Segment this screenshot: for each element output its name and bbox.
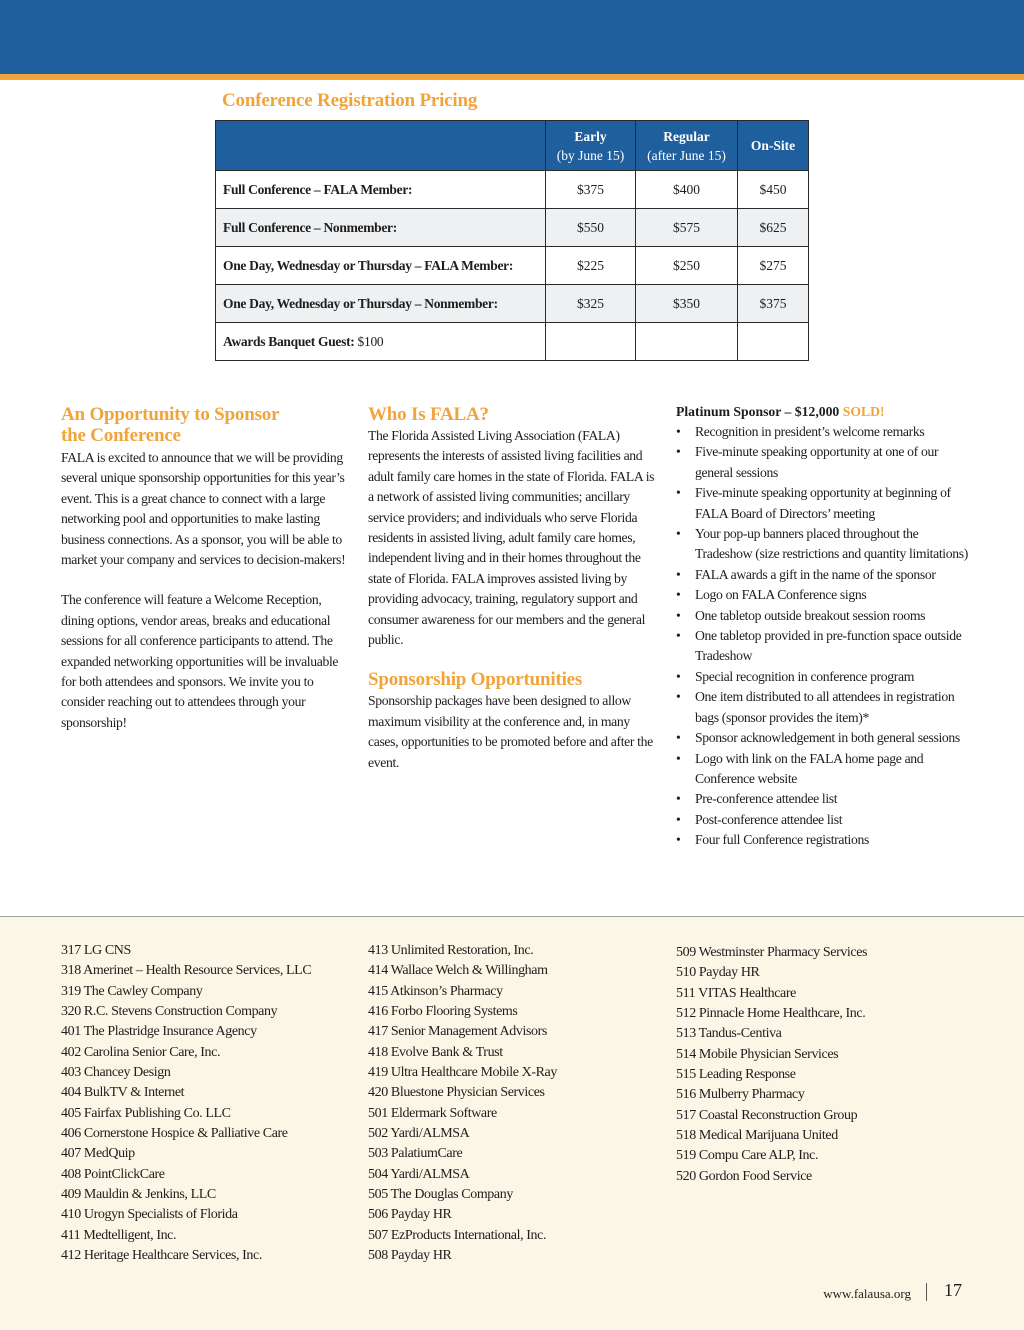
list-item: 504 Yardi/ALMSA: [368, 1166, 470, 1182]
list-item: 412 Heritage Healthcare Services, Inc.: [61, 1248, 262, 1264]
pricing-table: [215, 120, 809, 361]
header-early-sub: (by June 15): [556, 147, 625, 163]
price-regular: $575: [636, 209, 738, 247]
who-paragraph: The Florida Assisted Living Association (FALA) represents the interests of assisted living facilities and adult family care homes in the state of Florida. FALA is a network of assisted living communities; ancillary service providers; and individuals who serve Florida residents in assisted living, adult family care homes, independent living and in their homes throughout the state of Florida. FALA improves assisted living by providing advocacy, training, regulatory support and consumer awareness for our members and the general public.: [368, 428, 655, 648]
list-item: 409 Mauldin & Jenkins, LLC: [61, 1187, 216, 1203]
list-item: 514 Mobile Physician Services: [676, 1046, 839, 1062]
list-item: 407 MedQuip: [61, 1146, 135, 1162]
sold-badge: SOLD!: [842, 404, 885, 419]
empty-cell: [546, 323, 636, 361]
empty-cell: [636, 323, 738, 361]
list-item: 319 The Cawley Company: [61, 983, 203, 999]
platinum-benefits-list: [676, 422, 971, 851]
price-onsite: $275: [738, 247, 809, 285]
list-item: 406 Cornerstone Hospice & Palliative Care: [61, 1126, 288, 1142]
list-item: 502 Yardi/ALMSA: [368, 1126, 470, 1142]
list-item: • Special recognition in conference program: [676, 667, 971, 687]
who-column: [368, 404, 661, 773]
header-regular: Regular (after June 15): [636, 121, 738, 171]
price-onsite: $375: [738, 285, 809, 323]
list-item: 411 Medtelligent, Inc.: [61, 1227, 177, 1243]
header-accent-stripe: [0, 74, 1024, 80]
list-item: 515 Leading Response: [676, 1067, 796, 1083]
platinum-heading: Platinum Sponsor – $12,000 SOLD!: [676, 404, 885, 419]
list-item: • One item distributed to all attendees in registration bags (sponsor provides the item)*: [676, 687, 971, 728]
list-item: 317 LG CNS: [61, 943, 131, 958]
opportunity-paragraph-1: FALA is excited to announce that we will be providing several unique sponsorship opportunities for this year’s event. This is a great chance to connect with a large networking pool and opportunities to make lasting business connections. As a sponsor, you will be able to market your company and services to decision-makers!: [61, 450, 346, 568]
list-item: 510 Payday HR: [676, 965, 760, 981]
list-item: 408 PointClickCare: [61, 1166, 165, 1182]
price-onsite: $625: [738, 209, 809, 247]
list-item: 508 Payday HR: [368, 1248, 452, 1264]
opportunity-column: [61, 404, 353, 733]
row-label: Full Conference – Nonmember:: [216, 209, 546, 247]
list-item: • One tabletop outside breakout session rooms: [676, 606, 971, 626]
list-item: 404 BulkTV & Internet: [61, 1085, 185, 1101]
list-item: 415 Atkinson’s Pharmacy: [368, 983, 503, 999]
list-item: • Sponsor acknowledgement in both general sessions: [676, 728, 971, 748]
list-item: 420 Bluestone Physician Services: [368, 1085, 545, 1101]
list-item: 416 Forbo Flooring Systems: [368, 1004, 518, 1020]
list-item: • Pre-conference attendee list: [676, 789, 971, 809]
list-item: 512 Pinnacle Home Healthcare, Inc.: [676, 1006, 866, 1022]
list-item: 509 Westminster Pharmacy Services: [676, 945, 868, 960]
list-item: 414 Wallace Welch & Willingham: [368, 963, 548, 979]
price-early: $375: [546, 171, 636, 209]
list-item: 402 Carolina Senior Care, Inc.: [61, 1044, 221, 1060]
exhibitor-column-1: [61, 941, 361, 1267]
header-regular-sub: (after June 15): [647, 147, 726, 163]
list-item: 503 PalatiumCare: [368, 1146, 463, 1162]
row-label: One Day, Wednesday or Thursday – FALA Member:: [216, 247, 546, 285]
empty-cell: [738, 323, 809, 361]
list-item: 507 EzProducts International, Inc.: [368, 1227, 547, 1243]
header-blank-cell: [216, 121, 546, 171]
list-item: 520 Gordon Food Service: [676, 1168, 812, 1184]
pricing-row: [216, 171, 809, 209]
list-item: • Five-minute speaking opportunity at beginning of FALA Board of Directors’ meeting: [676, 483, 971, 524]
list-item: • Logo with link on the FALA home page and Conference website: [676, 749, 971, 790]
list-item: 517 Coastal Reconstruction Group: [676, 1107, 858, 1123]
price-early: $225: [546, 247, 636, 285]
header-band: [0, 0, 1024, 74]
list-item: • Recognition in president’s welcome remarks: [676, 422, 971, 442]
list-item: 506 Payday HR: [368, 1207, 452, 1223]
sponsorship-paragraph: Sponsorship packages have been designed to allow maximum visibility at the conference and, in many cases, opportunities to be promoted before and after the event.: [368, 693, 653, 770]
list-item: 511 VITAS Healthcare: [676, 985, 796, 1001]
price-onsite: $450: [738, 171, 809, 209]
list-item: • One tabletop provided in pre-function space outside Tradeshow: [676, 626, 971, 667]
price-regular: $250: [636, 247, 738, 285]
list-item: 320 R.C. Stevens Construction Company: [61, 1004, 278, 1020]
list-item: • Logo on FALA Conference signs: [676, 585, 971, 605]
pricing-header-row: [216, 121, 809, 171]
price-regular: $350: [636, 285, 738, 323]
exhibitor-column-3: [676, 943, 976, 1187]
row-label: Full Conference – FALA Member:: [216, 171, 546, 209]
list-item: 318 Amerinet – Health Resource Services, LLC: [61, 963, 312, 979]
price-early: $550: [546, 209, 636, 247]
price-early: $325: [546, 285, 636, 323]
list-item: • FALA awards a gift in the name of the sponsor: [676, 565, 971, 585]
list-item: 401 The Plastridge Insurance Agency: [61, 1024, 257, 1040]
banquet-cell: [216, 323, 546, 361]
list-item: 403 Chancey Design: [61, 1065, 171, 1081]
list-item: 501 Eldermark Software: [368, 1105, 497, 1121]
list-item: 516 Mulberry Pharmacy: [676, 1087, 805, 1103]
header-early: Early (by June 15): [546, 121, 636, 171]
who-title: Who Is FALA?: [368, 404, 489, 425]
opportunity-title: An Opportunity to Sponsor the Conference: [61, 404, 280, 446]
list-item: 519 Compu Care ALP, Inc.: [676, 1148, 819, 1164]
list-item: 419 Ultra Healthcare Mobile X-Ray: [368, 1065, 557, 1081]
list-item: • Four full Conference registrations: [676, 830, 971, 850]
list-item: 410 Urogyn Specialists of Florida: [61, 1207, 238, 1223]
price-regular: $400: [636, 171, 738, 209]
list-item: • Five-minute speaking opportunity at one of our general sessions: [676, 442, 971, 483]
sponsorship-title: Sponsorship Opportunities: [368, 669, 583, 691]
page-number: 17: [944, 1280, 962, 1300]
pricing-row: [216, 209, 809, 247]
list-item: 413 Unlimited Restoration, Inc.: [368, 943, 534, 958]
list-item: 418 Evolve Bank & Trust: [368, 1044, 503, 1060]
list-item: 518 Medical Marijuana United: [676, 1128, 838, 1144]
footer-divider: [926, 1283, 927, 1301]
exhibitor-column-2: [368, 941, 668, 1267]
list-item: 417 Senior Management Advisors: [368, 1024, 547, 1040]
pricing-title: Conference Registration Pricing: [222, 90, 478, 111]
banquet-label: Awards Banquet Guest:: [223, 333, 355, 349]
opportunity-paragraph-2: The conference will feature a Welcome Reception, dining options, vendor areas, breaks and educational sessions for all conference participants to attend. The expanded networking opportunities will be invaluable for both attendees and sponsors. We invite you to consider reaching out to attendees through your sponsorship!: [61, 592, 339, 730]
pricing-row: [216, 285, 809, 323]
banquet-price: $100: [354, 333, 384, 349]
list-item: • Post-conference attendee list: [676, 810, 971, 830]
header-onsite: On-Site: [738, 121, 809, 171]
list-item: 505 The Douglas Company: [368, 1187, 513, 1203]
list-item: 513 Tandus-Centiva: [676, 1026, 782, 1042]
list-item: 405 Fairfax Publishing Co. LLC: [61, 1105, 231, 1121]
pricing-row: [216, 247, 809, 285]
pricing-row-banquet: [216, 323, 809, 361]
footer-website-link[interactable]: www.falausa.org: [823, 1286, 911, 1301]
platinum-column: [676, 402, 971, 851]
list-item: • Your pop-up banners placed throughout the Tradeshow (size restrictions and quantity limitations): [676, 524, 971, 565]
row-label: One Day, Wednesday or Thursday – Nonmember:: [216, 285, 546, 323]
